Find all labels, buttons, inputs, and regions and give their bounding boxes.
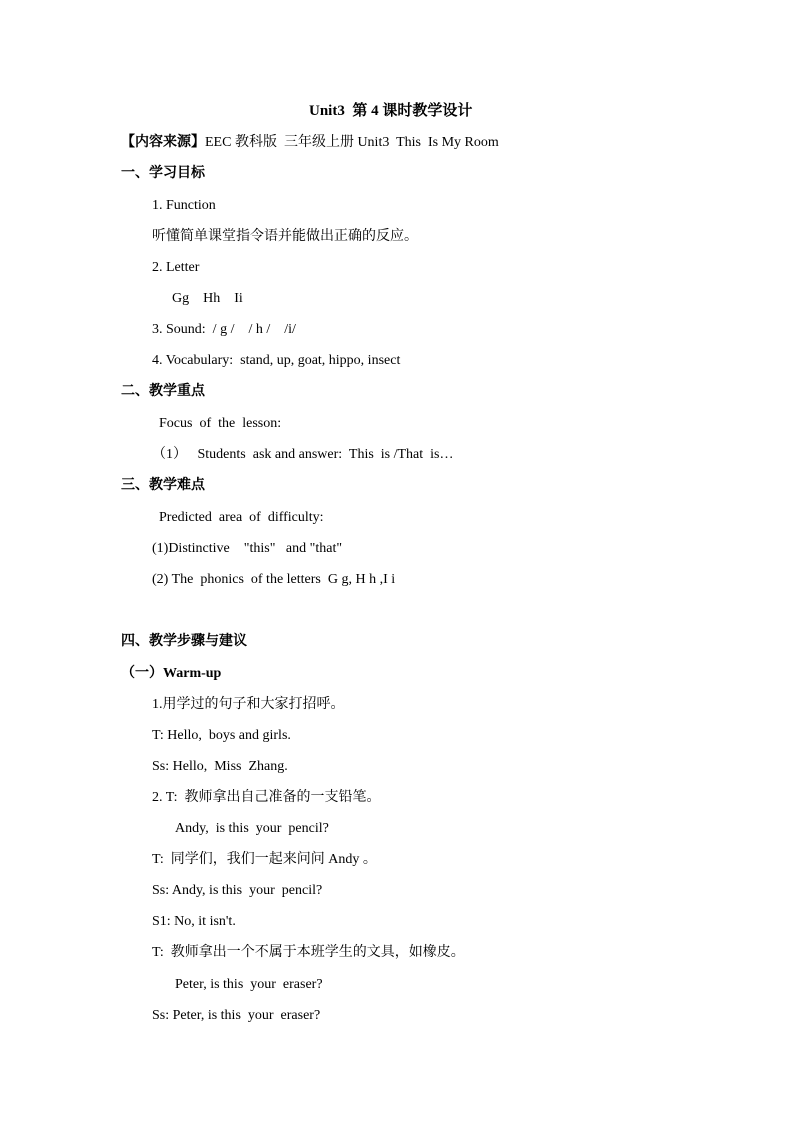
step-line: 1.用学过的句子和大家打招呼。 (152, 697, 345, 712)
content-source-line (121, 134, 499, 152)
content-source-label: 【内容来源】 (121, 135, 205, 150)
key-point-item: （1） Students ask and answer: This is /That is… (152, 447, 454, 462)
section-heading-steps: 四、教学步骤与建议 (121, 634, 247, 649)
section-heading-key-points: 二、教学重点 (121, 384, 205, 399)
step-line: Andy, is this your pencil? (175, 821, 329, 836)
step-line: Ss: Hello, Miss Zhang. (152, 759, 288, 774)
step-line: Peter, is this your eraser? (175, 977, 323, 992)
content-source-text: EEC 教科版 三年级上册 Unit3 This Is My Room (205, 135, 499, 150)
objective-item: 听懂简单课堂指令语并能做出正确的反应。 (152, 229, 418, 244)
section-heading-difficulties: 三、教学难点 (121, 478, 205, 493)
objective-item: 3. Sound: / g / / h / /i/ (152, 322, 296, 337)
objective-item: 1. Function (152, 198, 216, 213)
step-line: S1: No, it isn't. (152, 914, 236, 929)
objective-item: 2. Letter (152, 260, 200, 275)
document-title: Unit3 第 4 课时教学设计 (309, 103, 473, 119)
step-line: 2. T: 教师拿出自己准备的一支铅笔。 (152, 790, 381, 805)
section-heading-objectives: 一、学习目标 (121, 166, 205, 181)
difficulty-item: (2) The phonics of the letters G g, H h ,I i (152, 572, 396, 587)
step-line: T: Hello, boys and girls. (152, 728, 291, 743)
step-line: T: 教师拿出一个不属于本班学生的文具，如橡皮。 (152, 945, 465, 960)
difficulty-item: Predicted area of difficulty: (159, 510, 324, 525)
sub-heading-warm-up: （一）Warm-up (121, 666, 222, 681)
step-line: Ss: Peter, is this your eraser? (152, 1008, 321, 1023)
key-point-item: Focus of the lesson: (159, 416, 282, 431)
step-line: Ss: Andy, is this your pencil? (152, 883, 323, 898)
objective-item: 4. Vocabulary: stand, up, goat, hippo, insect (152, 353, 401, 368)
difficulty-item: (1)Distinctive "this" and "that" (152, 541, 343, 556)
step-line: T: 同学们，我们一起来问问 Andy 。 (152, 852, 377, 867)
objective-item: Gg Hh Ii (172, 291, 243, 306)
